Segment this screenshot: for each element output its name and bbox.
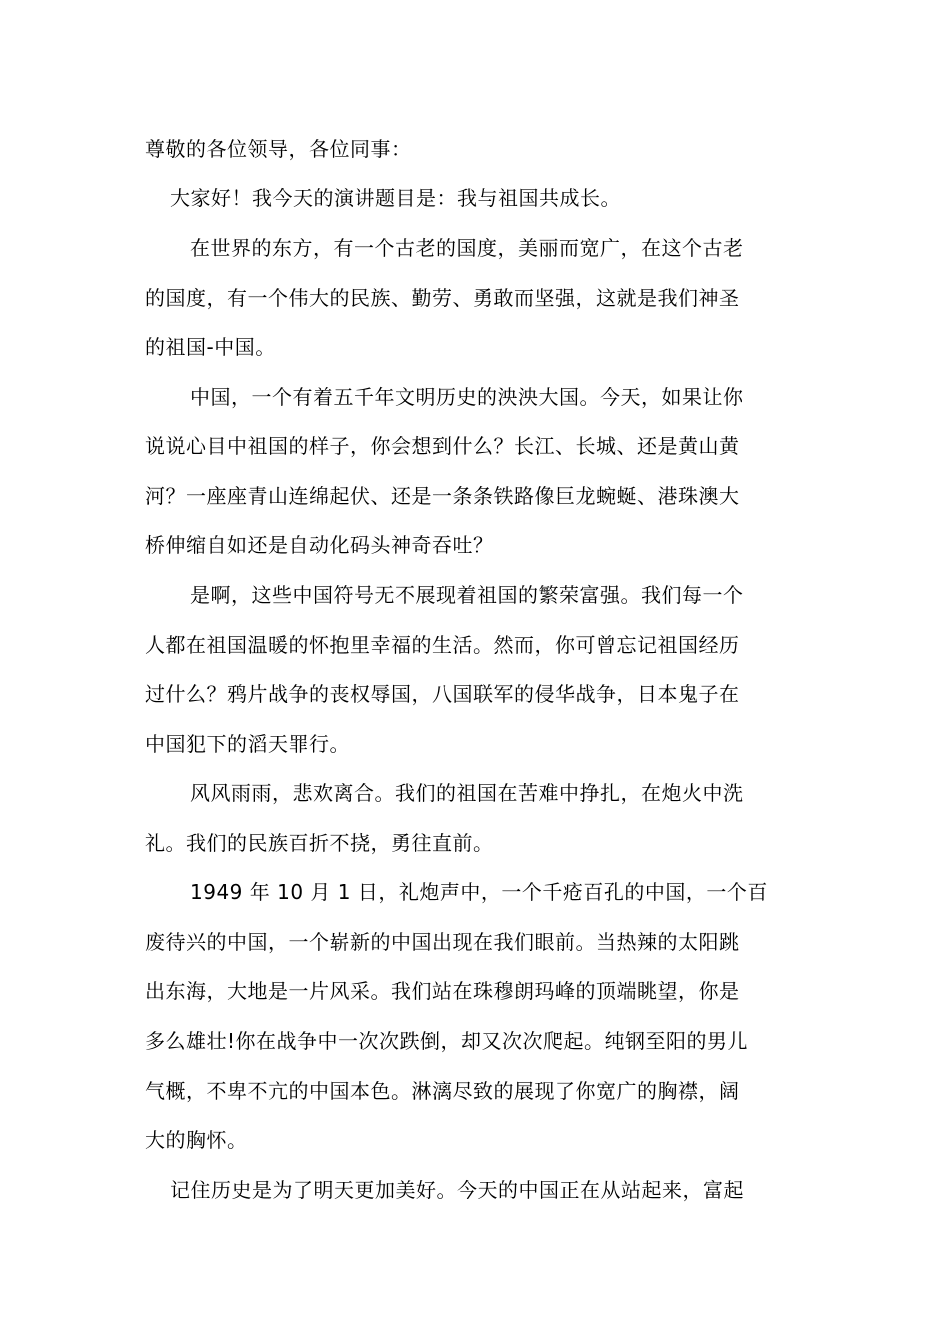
paragraph-line: 出东海，大地是一片风采。我们站在珠穆朗玛峰的顶端眺望，你是 <box>145 979 740 1003</box>
paragraph-line: 在世界的东方，有一个古老的国度，美丽而宽广，在这个古老 <box>190 236 744 260</box>
paragraph-line: 记住历史是为了明天更加美好。今天的中国正在从站起来，富起 <box>170 1178 744 1202</box>
paragraph-line: 中国，一个有着五千年文明历史的泱泱大国。今天，如果让你 <box>190 385 744 409</box>
paragraph-line: 1949 年 10 月 1 日，礼炮声中，一个千疮百孔的中国，一个百 <box>190 880 768 904</box>
paragraph-line: 过什么？鸦片战争的丧权辱国，八国联军的侵华战争，日本鬼子在 <box>145 682 740 706</box>
paragraph-line: 大的胸怀。 <box>145 1128 248 1152</box>
paragraph-line: 中国犯下的滔天罪行。 <box>145 732 350 756</box>
salutation-line: 尊敬的各位领导，各位同事： <box>145 137 412 161</box>
greeting-line: 大家好！我今天的演讲题目是：我与祖国共成长。 <box>170 186 621 210</box>
paragraph-line: 是啊，这些中国符号无不展现着祖国的繁荣富强。我们每一个 <box>190 583 744 607</box>
paragraph-line: 礼。我们的民族百折不挠，勇往直前。 <box>145 831 494 855</box>
paragraph-line: 的国度，有一个伟大的民族、勤劳、勇敢而坚强，这就是我们神圣 <box>145 286 740 310</box>
paragraph-line: 说说心目中祖国的样子，你会想到什么？长江、长城、还是黄山黄 <box>145 434 740 458</box>
paragraph-line: 桥伸缩自如还是自动化码头神奇吞吐？ <box>145 533 494 557</box>
paragraph-line: 气概，不卑不亢的中国本色。淋漓尽致的展现了你宽广的胸襟，阔 <box>145 1079 740 1103</box>
paragraph-line: 的祖国-中国。 <box>145 335 276 359</box>
paragraph-line: 废待兴的中国，一个崭新的中国出现在我们眼前。当热辣的太阳跳 <box>145 930 740 954</box>
paragraph-line: 人都在祖国温暖的怀抱里幸福的生活。然而，你可曾忘记祖国经历 <box>145 633 740 657</box>
paragraph-line: 河？一座座青山连绵起伏、还是一条条铁路像巨龙蜿蜒、港珠澳大 <box>145 484 740 508</box>
paragraph-line: 多么雄壮!你在战争中一次次跌倒，却又次次爬起。纯钢至阳的男儿 <box>145 1029 749 1053</box>
paragraph-line: 风风雨雨，悲欢离合。我们的祖国在苦难中挣扎，在炮火中洗 <box>190 781 744 805</box>
